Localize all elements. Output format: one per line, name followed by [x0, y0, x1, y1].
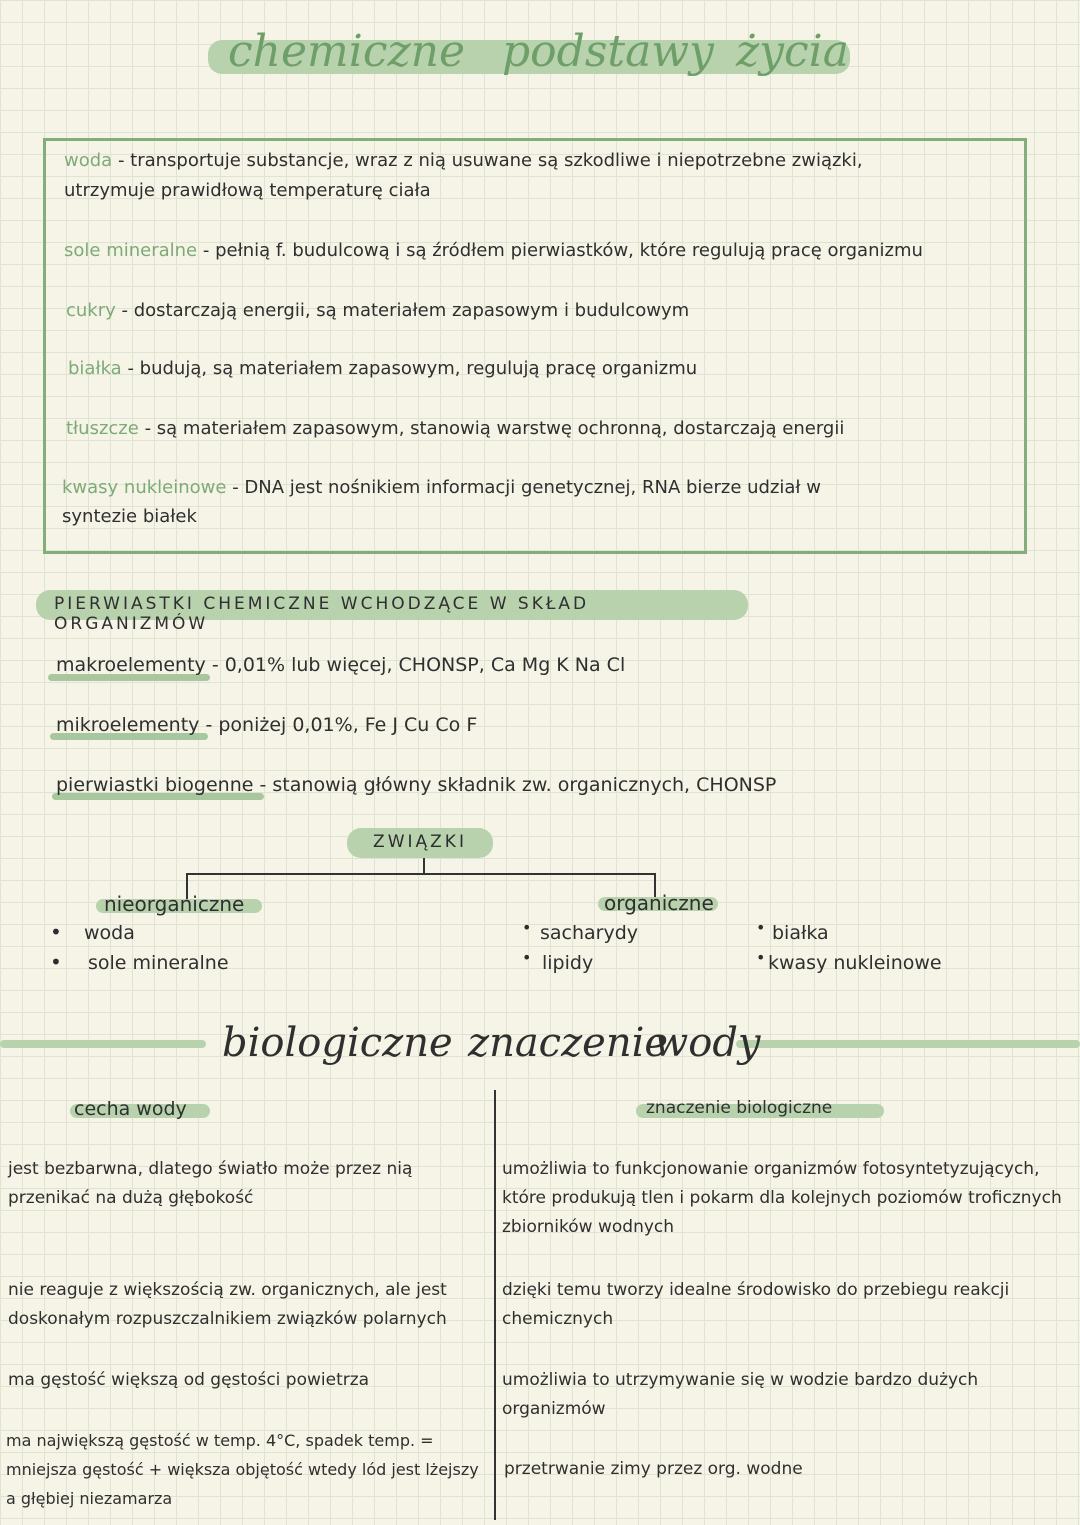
info-text: - są materiałem zapasowym, stanowią warstwę ochronną, dostarczają energii — [144, 418, 845, 439]
element-row-micro — [56, 714, 477, 736]
water-meaning-1: umożliwia to funkcjonowanie organizmów fotosyntetyzujących, które produkują tlen i pokarm dla kolejnych poziomów troficznych zbiorników wodnych — [502, 1159, 1062, 1237]
compounds-label — [347, 828, 493, 858]
inorganic-item: woda — [84, 922, 135, 944]
water-meaning-4: przetrwanie zimy przez org. wodne — [504, 1459, 803, 1479]
water-title-part3: wody — [654, 1020, 761, 1066]
organic-item: lipidy — [542, 952, 594, 974]
water-feature-2: nie reaguje z większością zw. organicznych, ale jest doskonałym rozpuszczalnikiem związków polarnych — [8, 1280, 447, 1329]
bullet-dot: • — [50, 920, 62, 944]
info-term: białka — [68, 358, 122, 379]
element-text: - stanowią główny składnik zw. organicznych, CHONSP — [259, 774, 777, 796]
water-title-part2: znaczenie — [468, 1020, 669, 1066]
bullet-dot: • — [50, 950, 62, 974]
elements-section-header — [36, 590, 748, 634]
organic-item: sacharydy — [540, 922, 639, 944]
water-meaning-3: umożliwia to utrzymywanie się w wodzie bardzo dużych organizmów — [502, 1370, 979, 1419]
element-row-biogenic — [56, 774, 776, 796]
info-text: - transportuje substancje, wraz z nią usuwane są szkodliwe i niepotrzebne związki, — [117, 150, 863, 171]
col-header-feature: cecha wody — [74, 1098, 187, 1120]
element-term: pierwiastki biogenne — [56, 774, 254, 796]
page-title-part3: życia — [736, 26, 849, 77]
element-term: mikroelementy — [56, 714, 200, 736]
page-title-part1: chemiczne — [228, 26, 466, 77]
section-rule-right — [736, 1040, 1080, 1048]
info-row-sugars — [66, 300, 689, 321]
bullet-dot: • — [756, 918, 766, 937]
tree-stem-line — [423, 858, 425, 873]
info-text: - pełnią f. budulcową i są źródłem pierwiastków, które regulują pracę organizmu — [202, 240, 923, 261]
info-row-proteins — [68, 358, 697, 379]
info-text-continuation: utrzymuje prawidłową temperaturę ciała — [64, 180, 431, 201]
compounds-label-text: ZWIĄZKI — [373, 832, 467, 852]
section-rule-left — [0, 1040, 206, 1048]
inorganic-item: sole mineralne — [88, 952, 229, 974]
element-term: makroelementy — [56, 654, 206, 676]
bullet-dot: • — [756, 948, 766, 967]
tree-horizontal-line — [186, 873, 656, 875]
element-row-macro — [56, 654, 625, 676]
info-term: sole mineralne — [64, 240, 198, 261]
water-feature-3: ma gęstość większą od gęstości powietrza — [8, 1370, 370, 1390]
water-feature-4: ma największą gęstość w temp. 4°C, spadek temp. = mniejsza gęstość + większa objętość wtedy lód jest lżejszy a głębiej niezamarza — [6, 1431, 479, 1508]
info-text-continuation: syntezie białek — [62, 506, 197, 527]
bullet-dot: • — [522, 918, 532, 937]
element-text: - poniżej 0,01%, Fe J Cu Co F — [205, 714, 478, 736]
info-term: tłuszcze — [66, 418, 139, 439]
info-text: - DNA jest nośnikiem informacji genetycznej, RNA bierze udział w — [232, 477, 821, 498]
info-text: - budują, są materiałem zapasowym, regulują pracę organizmu — [127, 358, 698, 379]
page-title-part2: podstawy — [502, 26, 714, 77]
info-row-fats — [66, 418, 844, 439]
info-row-salts — [64, 240, 923, 261]
organic-item: kwasy nukleinowe — [768, 952, 942, 974]
info-text: - dostarczają energii, są materiałem zapasowym i budulcowym — [121, 300, 690, 321]
info-term: cukry — [66, 300, 116, 321]
info-term: kwasy nukleinowe — [62, 477, 227, 498]
bullet-dot: • — [522, 948, 532, 967]
column-divider — [494, 1090, 496, 1520]
info-term: woda — [64, 150, 113, 171]
element-text: - 0,01% lub więcej, CHONSP, Ca Mg K Na Cl — [211, 654, 626, 676]
water-meaning-2: dzięki temu tworzy idealne środowisko do przebiegu reakcji chemicznych — [502, 1280, 1010, 1329]
col-header-meaning: znaczenie biologiczne — [646, 1098, 833, 1118]
info-row-nucleic-acids — [62, 477, 821, 498]
organic-item: białka — [772, 922, 829, 944]
organic-label: organiczne — [604, 891, 714, 915]
water-title-part1: biologiczne — [222, 1020, 453, 1066]
inorganic-label: nieorganiczne — [104, 892, 245, 916]
info-row-water — [64, 150, 863, 171]
water-feature-1: jest bezbarwna, dlatego światło może przez nią przenikać na dużą głębokość — [8, 1159, 413, 1208]
elements-header-text: PIERWIASTKI CHEMICZNE WCHODZĄCE W SKŁAD ORGANIZMÓW — [54, 594, 590, 634]
